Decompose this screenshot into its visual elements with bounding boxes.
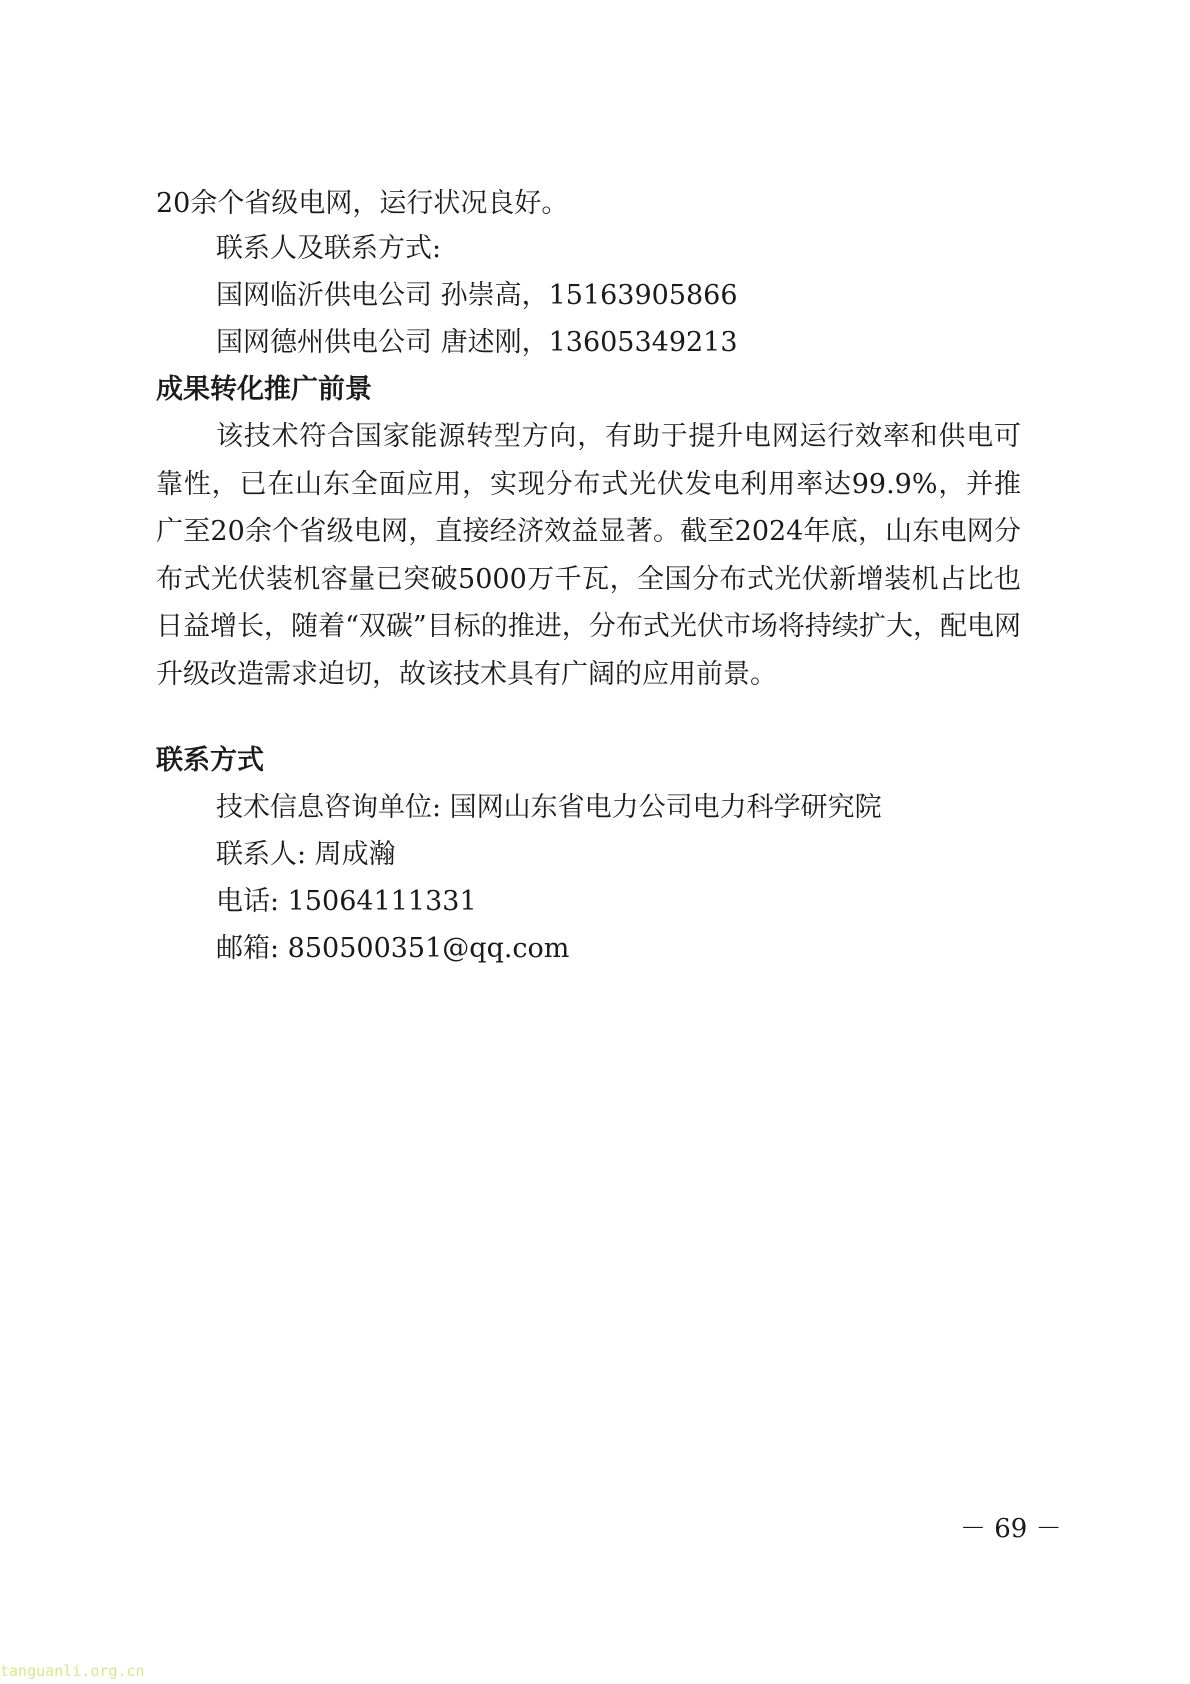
watermark-text: tanguanli.org.cn	[0, 1662, 145, 1680]
contact-line-2: 国网德州供电公司 唐述刚，13605349213	[216, 327, 738, 358]
email-line: 邮箱: 850500351@qq.com	[216, 933, 570, 964]
prospect-paragraph: 该技术符合国家能源转型方向，有助于提升电网运行效率和供电可靠性，已在山东全面应用，实现分布式光伏发电利用率达99.9%，并推广至20余个省级电网，直接经济效益显著。截至2024年底，山东电网分布式光伏装机容量已突破5000万千瓦，全国分布式光伏新增装机占比也日益增长，随着“双碳”目标的推进，分布式光伏市场将持续扩大，配电网升级改造需求迫切，故该技术具有广阔的应用前景。	[156, 421, 1021, 690]
consult-unit-line: 技术信息咨询单位: 国网山东省电力公司电力科学研究院	[216, 792, 882, 823]
section-heading-prospect: 成果转化推广前景	[156, 374, 372, 405]
section-heading-contact: 联系方式	[156, 745, 264, 776]
contact-line-1: 国网临沂供电公司 孙崇高，15163905866	[216, 280, 738, 311]
contact-person-line: 联系人: 周成瀚	[216, 839, 396, 870]
page-number: － 69 －	[960, 1514, 1062, 1544]
phone-line: 电话: 15064111331	[216, 886, 477, 917]
contacts-label: 联系人及联系方式:	[216, 233, 442, 264]
continuation-line: 20余个省级电网，运行状况良好。	[156, 188, 569, 219]
